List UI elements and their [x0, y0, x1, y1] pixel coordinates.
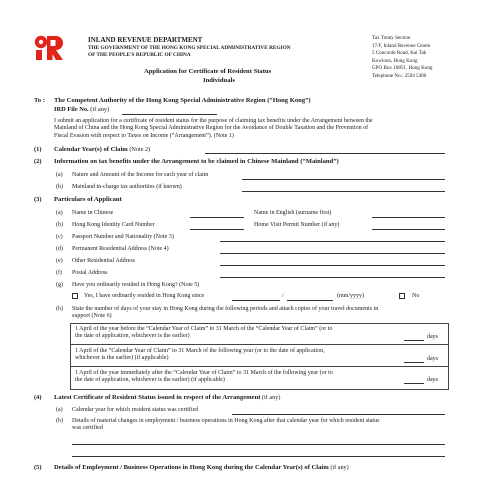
certified-year-label: Calendar year for which resident status was certified [72, 407, 199, 413]
section-2-number: (2) [34, 158, 42, 165]
section-5-number: (5) [34, 464, 42, 471]
days-stay-instruction [72, 306, 450, 321]
mainland-authority-label: Mainland in-charge tax authorities (if known) [72, 184, 182, 190]
address-line: 17/F, Inland Revenue Centre [372, 42, 431, 49]
permanent-address-input[interactable] [220, 253, 445, 254]
section-3-number: (3) [34, 196, 42, 203]
item-letter: (b) [56, 222, 63, 228]
hkid-input[interactable] [190, 229, 244, 230]
days-input-3[interactable] [404, 383, 424, 384]
income-nature-label: Nature and Amount of the Income for each year of claim [72, 172, 209, 178]
postal-address-input[interactable] [220, 277, 445, 278]
resided-since-year-input[interactable] [287, 300, 333, 301]
other-address-label: Other Residential Address [72, 258, 135, 264]
address-line: 5 Concorde Road, Kai Tak [372, 50, 427, 56]
english-name-input[interactable] [372, 217, 445, 218]
days-input-2[interactable] [404, 362, 424, 363]
resided-yes-checkbox[interactable] [72, 293, 78, 299]
material-changes-input-1[interactable] [72, 444, 445, 445]
days-unit: days [427, 377, 438, 383]
section-1-note: (Note 2) [129, 146, 151, 153]
period-description: whichever is the earlier) (if applicable) [75, 355, 169, 362]
table-row [75, 348, 400, 363]
calendar-year-input[interactable] [205, 153, 445, 154]
material-changes-line: Details of material changes in employment / business operations in Hong Kong after that calendar year for which resident status [72, 418, 380, 424]
ird-file-label [54, 106, 109, 113]
period-description: 1 April of the year before the “Calendar Year of Claim” to 31 March of the “Calendar Year of Claim” (or to [75, 326, 333, 332]
section-1-title [54, 146, 150, 154]
address-line: Tax Treaty Section [372, 35, 411, 41]
english-name-label: Name in English (surname first) [254, 210, 332, 216]
passport-input[interactable] [220, 241, 445, 242]
period-description: 1 April of the “Calendar Year of Claim” to 31 March of the following year (or to the date of application, [75, 348, 325, 354]
section-5-title-text: Details of Employment / Business Operations in Hong Kong during the Calendar Year(s) of Claim [54, 464, 329, 471]
material-changes-line: was certified [72, 425, 103, 432]
material-changes-label [72, 418, 450, 433]
days-stay-line: support (Note 6) [72, 313, 112, 320]
declaration-line: I submit an application for a certificate of resident status for the purpose of claiming tax benefits under the Arrangement between the [54, 118, 373, 124]
certified-year-input[interactable] [232, 414, 445, 415]
section-5-note: (if any) [330, 464, 349, 471]
item-letter: (h) [56, 306, 63, 312]
ird-logo [34, 33, 64, 61]
material-changes-input-2[interactable] [72, 456, 445, 457]
item-letter: (a) [56, 407, 63, 413]
item-letter: (b) [56, 184, 63, 190]
item-letter: (f) [56, 270, 62, 276]
resided-no-checkbox[interactable] [399, 293, 405, 299]
mainland-authority-input[interactable] [242, 191, 445, 192]
days-stay-line: State the number of days of your stay in Hong Kong during the following periods and attach copies of your travel documents in [72, 306, 379, 312]
passport-label: Passport Number and Nationality (Note 3) [72, 234, 174, 240]
to-label: To : [34, 97, 45, 104]
date-format-hint: (mm/yyyy) [337, 293, 364, 299]
section-5-title [54, 464, 349, 472]
table-row [75, 370, 400, 385]
government-line-1: THE GOVERNMENT OF THE HONG KONG SPECIAL ADMINISTRATIVE REGION [88, 45, 291, 51]
section-1-title-text: Calendar Year(s) of Claim [54, 146, 128, 153]
table-row [75, 326, 400, 341]
to-authority: The Competent Authority of the Hong Kong Special Administrative Region (“Hong Kong”) [54, 97, 311, 104]
address-block [372, 35, 432, 80]
home-visit-permit-input[interactable] [372, 229, 445, 230]
permanent-address-label: Permanent Residential Address (Note 4) [72, 246, 169, 252]
department-name: INLAND REVENUE DEPARTMENT [88, 36, 203, 44]
days-unit: days [427, 356, 438, 362]
table-divider [70, 366, 449, 367]
item-letter: (b) [56, 418, 63, 424]
declaration-line: Fiscal Evasion with respect to Taxes on Income (“Arrangement”). (Note 1) [54, 132, 234, 139]
declaration-line: Mainland of China and the Hong Kong Special Administrative Region for the Avoidance of Double Taxation and the Prevention of [54, 125, 369, 132]
ird-logo-icon [34, 33, 64, 61]
resided-yes-label: Yes, I have ordinarily resided in Hong Kong since [84, 293, 205, 299]
days-unit: days [427, 334, 438, 340]
section-4-note: (if any) [262, 394, 281, 401]
item-letter: (e) [56, 258, 63, 264]
hkid-label: Hong Kong Identity Card Number [72, 222, 155, 228]
resided-no-label: No [412, 293, 420, 299]
section-1-number: (1) [34, 146, 42, 153]
item-letter: (g) [56, 282, 63, 288]
address-line: GPO Box 10851, Hong Kong [372, 65, 433, 71]
ird-file-note: (if any) [90, 106, 110, 113]
section-4-title [54, 394, 280, 402]
declaration-paragraph [54, 118, 450, 140]
period-description: the date of application, whichever is the earlier) (if applicable) [75, 377, 225, 384]
income-nature-input[interactable] [242, 179, 445, 180]
home-visit-permit-label: Home Visit Permit Number (if any) [254, 222, 340, 228]
form-subtitle: Individuals [203, 77, 235, 84]
other-address-input[interactable] [220, 265, 445, 266]
section-2-title: Information on tax benefits under the Arrangement to be claimed in Chinese Mainland (“Mainland”) [54, 158, 339, 165]
chinese-name-label: Name in Chinese [72, 210, 114, 216]
ird-file-input[interactable] [122, 114, 217, 115]
item-letter: (d) [56, 246, 63, 252]
days-input-1[interactable] [404, 340, 424, 341]
form-title: Application for Certificate of Resident Status [144, 68, 272, 75]
government-line-2: OF THE PEOPLE'S REPUBLIC OF CHINA [88, 52, 191, 58]
date-slash: / [282, 293, 284, 299]
address-line: Kowloon, Hong Kong [372, 57, 418, 64]
item-letter: (a) [56, 210, 63, 216]
period-description: 1 April of the year immediately after the “Calendar Year of Claim” to 31 March of the following year (or to [75, 370, 333, 376]
section-4-title-text: Latest Certificate of Resident Status issued in respect of the Arrangement [54, 394, 261, 401]
section-4-number: (4) [34, 394, 42, 401]
period-description: the date of application, whichever is the earlier) [75, 333, 190, 340]
item-letter: (a) [56, 172, 63, 178]
item-letter: (c) [56, 234, 63, 240]
table-divider [70, 344, 449, 345]
postal-address-label: Postal Address [72, 270, 108, 276]
ordinarily-resided-question: Have you ordinarily resided in Hong Kong? (Note 5) [72, 282, 200, 288]
section-3-title: Particulars of Applicant [54, 196, 122, 203]
chinese-name-input[interactable] [190, 217, 244, 218]
address-line: Telephone No.: 2594 5400 [372, 72, 427, 79]
ird-file-text: IRD File No. [54, 106, 89, 113]
resided-since-month-input[interactable] [232, 300, 280, 301]
